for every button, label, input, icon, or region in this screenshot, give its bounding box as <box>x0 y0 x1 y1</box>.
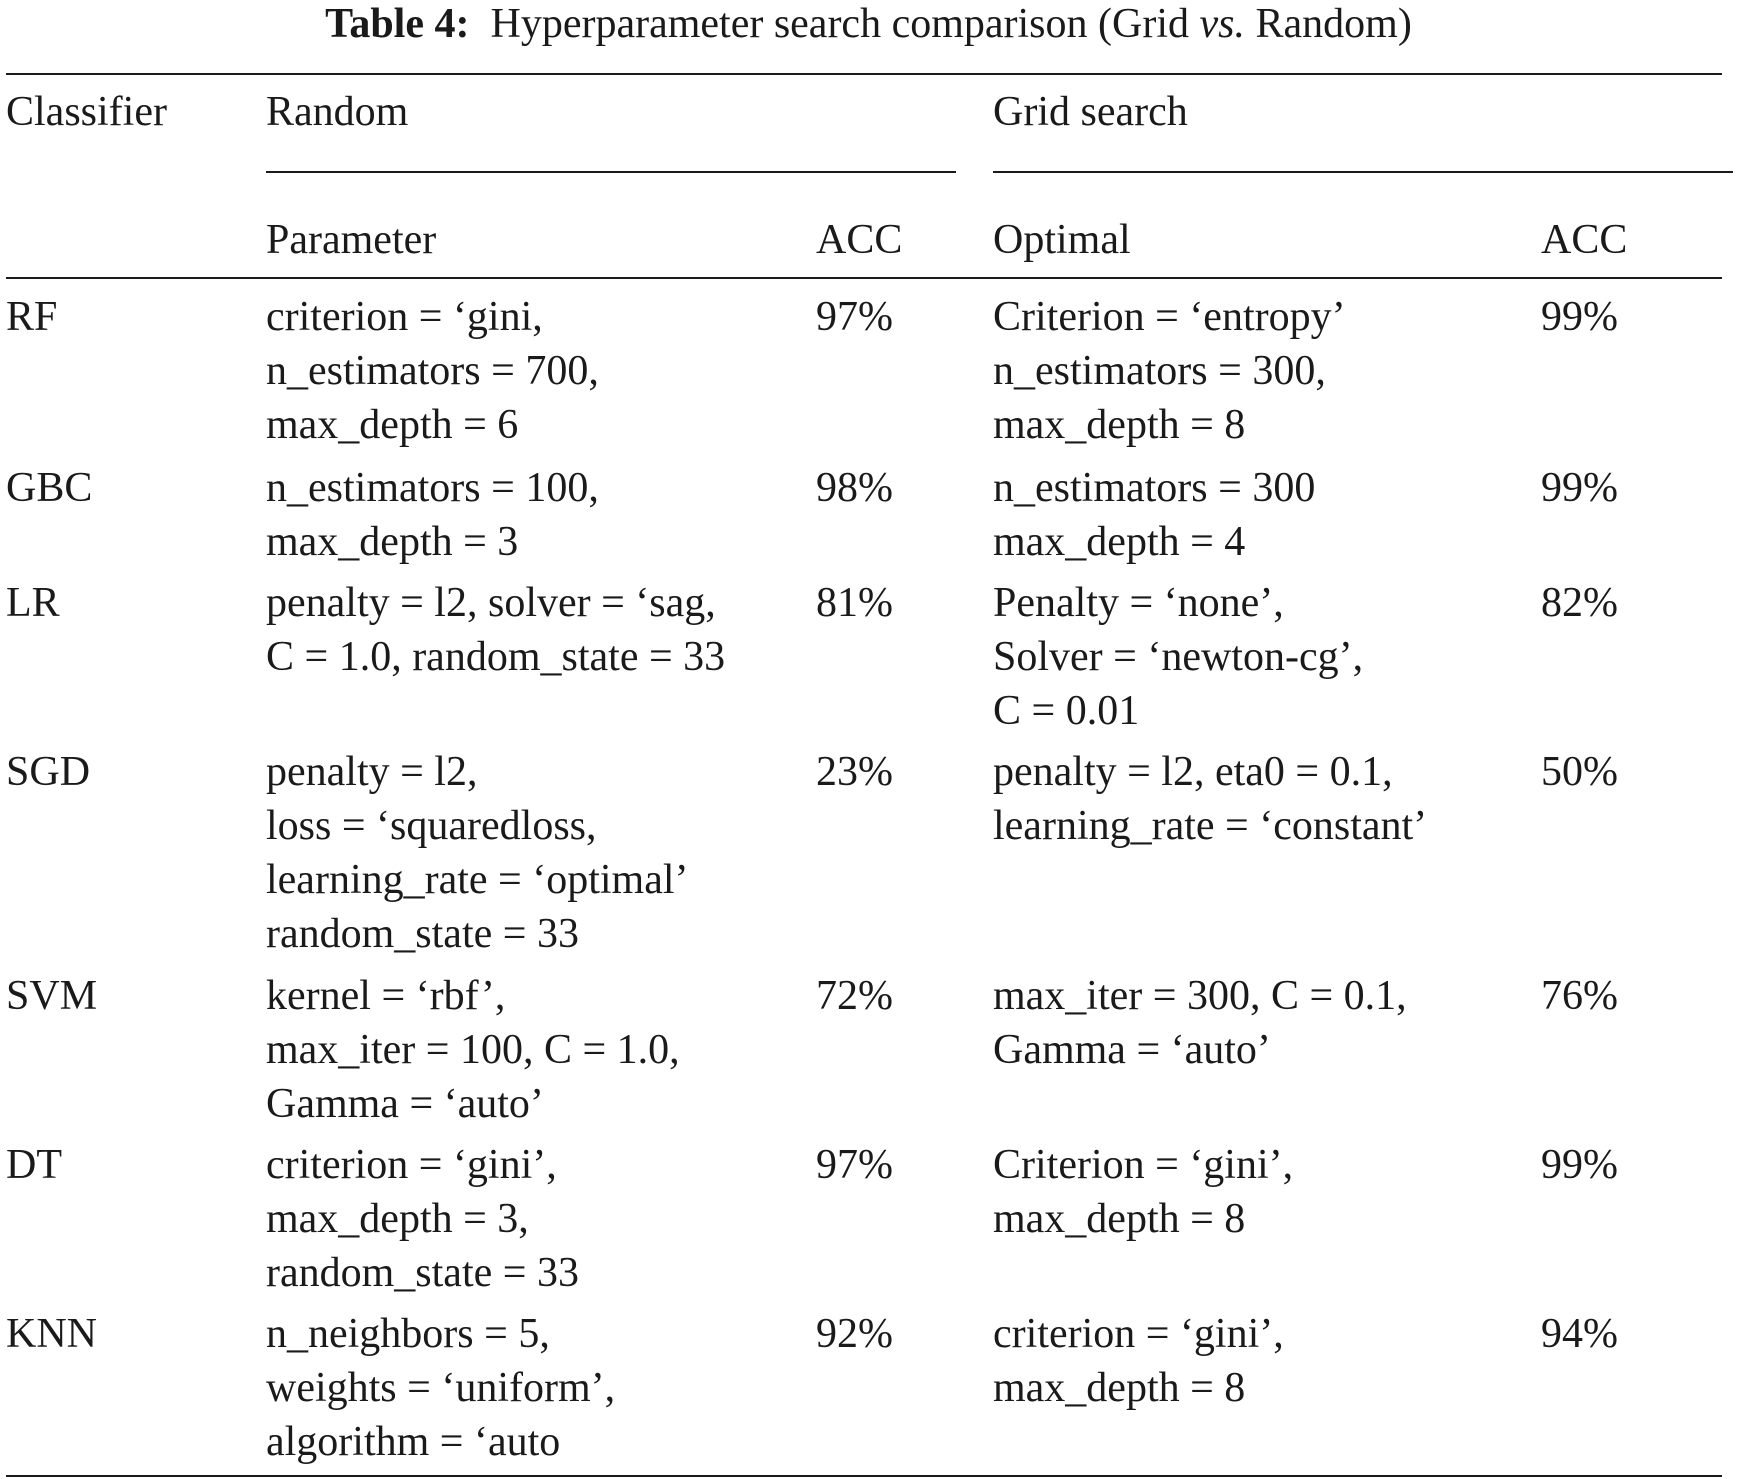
header-rule <box>6 277 1722 279</box>
header-optimal: Optimal <box>993 217 1131 263</box>
param-line: max_depth = 3, <box>266 1196 529 1242</box>
param-line: criterion = ‘gini’, <box>993 1311 1284 1357</box>
param-line: random_state = 33 <box>266 911 579 957</box>
grid-optimal <box>993 1307 1284 1415</box>
random-acc: 92% <box>816 1311 893 1357</box>
header-acc-random: ACC <box>816 217 903 263</box>
param-line: Solver = ‘newton-cg’, <box>993 634 1364 680</box>
table-caption <box>0 0 1737 48</box>
top-rule <box>6 73 1722 75</box>
random-parameters <box>266 576 725 684</box>
param-line: C = 1.0, random_state = 33 <box>266 634 726 680</box>
param-line: max_depth = 8 <box>993 1196 1246 1242</box>
param-line: Criterion = ‘entropy’ <box>993 294 1346 340</box>
header-classifier: Classifier <box>6 89 167 135</box>
grid-group-rule <box>993 171 1733 173</box>
grid-optimal <box>993 1138 1293 1246</box>
param-line: kernel = ‘rbf’, <box>266 973 506 1019</box>
grid-acc: 99% <box>1541 465 1618 511</box>
classifier-name: LR <box>6 580 60 626</box>
param-line: Gamma = ‘auto’ <box>266 1081 544 1127</box>
param-line: n_estimators = 700, <box>266 348 599 394</box>
random-parameters <box>266 745 689 961</box>
random-parameters <box>266 290 599 452</box>
param-line: max_depth = 8 <box>993 402 1246 448</box>
param-line: n_estimators = 300, <box>993 348 1326 394</box>
classifier-name: SGD <box>6 749 91 795</box>
bottom-rule <box>6 1475 1722 1477</box>
grid-acc: 99% <box>1541 294 1618 340</box>
caption-vs: vs. <box>1199 1 1246 47</box>
caption-label: Table 4: <box>325 1 470 47</box>
param-line: penalty = l2, eta0 = 0.1, <box>993 749 1393 795</box>
param-line: weights = ‘uniform’, <box>266 1365 616 1411</box>
param-line: C = 0.01 <box>993 688 1140 734</box>
random-acc: 81% <box>816 580 893 626</box>
grid-optimal <box>993 745 1427 853</box>
caption-title-start: Hyperparameter search comparison (Grid <box>490 1 1200 47</box>
grid-acc: 76% <box>1541 973 1618 1019</box>
param-line: max_depth = 3 <box>266 519 519 565</box>
random-acc: 97% <box>816 1142 893 1188</box>
param-line: penalty = l2, <box>266 749 478 795</box>
header-grid-search: Grid search <box>993 89 1188 135</box>
grid-optimal <box>993 290 1346 452</box>
param-line: max_iter = 300, C = 0.1, <box>993 973 1407 1019</box>
param-line: Penalty = ‘none’, <box>993 580 1284 626</box>
random-acc: 72% <box>816 973 893 1019</box>
param-line: n_estimators = 300 <box>993 465 1316 511</box>
grid-optimal <box>993 576 1363 738</box>
param-line: max_depth = 8 <box>993 1365 1246 1411</box>
param-line: max_depth = 6 <box>266 402 519 448</box>
classifier-name: SVM <box>6 973 98 1019</box>
param-line: Gamma = ‘auto’ <box>993 1027 1271 1073</box>
grid-acc: 50% <box>1541 749 1618 795</box>
param-line: loss = ‘squaredloss, <box>266 803 597 849</box>
param-line: max_iter = 100, C = 1.0, <box>266 1027 680 1073</box>
grid-optimal <box>993 969 1407 1077</box>
grid-acc: 99% <box>1541 1142 1618 1188</box>
random-acc: 98% <box>816 465 893 511</box>
param-line: max_depth = 4 <box>993 519 1246 565</box>
grid-acc: 94% <box>1541 1311 1618 1357</box>
param-line: penalty = l2, solver = ‘sag, <box>266 580 716 626</box>
grid-optimal <box>993 461 1315 569</box>
classifier-name: RF <box>6 294 58 340</box>
caption-title-end: Random) <box>1245 1 1412 47</box>
random-acc: 97% <box>816 294 893 340</box>
classifier-name: DT <box>6 1142 62 1188</box>
param-line: n_estimators = 100, <box>266 465 599 511</box>
random-parameters <box>266 969 680 1131</box>
param-line: Criterion = ‘gini’, <box>993 1142 1294 1188</box>
random-acc: 23% <box>816 749 893 795</box>
classifier-name: GBC <box>6 465 93 511</box>
header-random: Random <box>266 89 409 135</box>
param-line: n_neighbors = 5, <box>266 1311 550 1357</box>
param-line: random_state = 33 <box>266 1250 579 1296</box>
random-group-rule <box>266 171 956 173</box>
random-parameters <box>266 1138 579 1300</box>
header-parameter: Parameter <box>266 217 437 263</box>
header-acc-grid: ACC <box>1541 217 1628 263</box>
grid-acc: 82% <box>1541 580 1618 626</box>
param-line: algorithm = ‘auto <box>266 1419 561 1465</box>
param-line: criterion = ‘gini, <box>266 294 543 340</box>
classifier-name: KNN <box>6 1311 97 1357</box>
param-line: learning_rate = ‘optimal’ <box>266 857 689 903</box>
param-line: criterion = ‘gini’, <box>266 1142 557 1188</box>
random-parameters <box>266 461 599 569</box>
param-line: learning_rate = ‘constant’ <box>993 803 1428 849</box>
random-parameters <box>266 1307 615 1469</box>
